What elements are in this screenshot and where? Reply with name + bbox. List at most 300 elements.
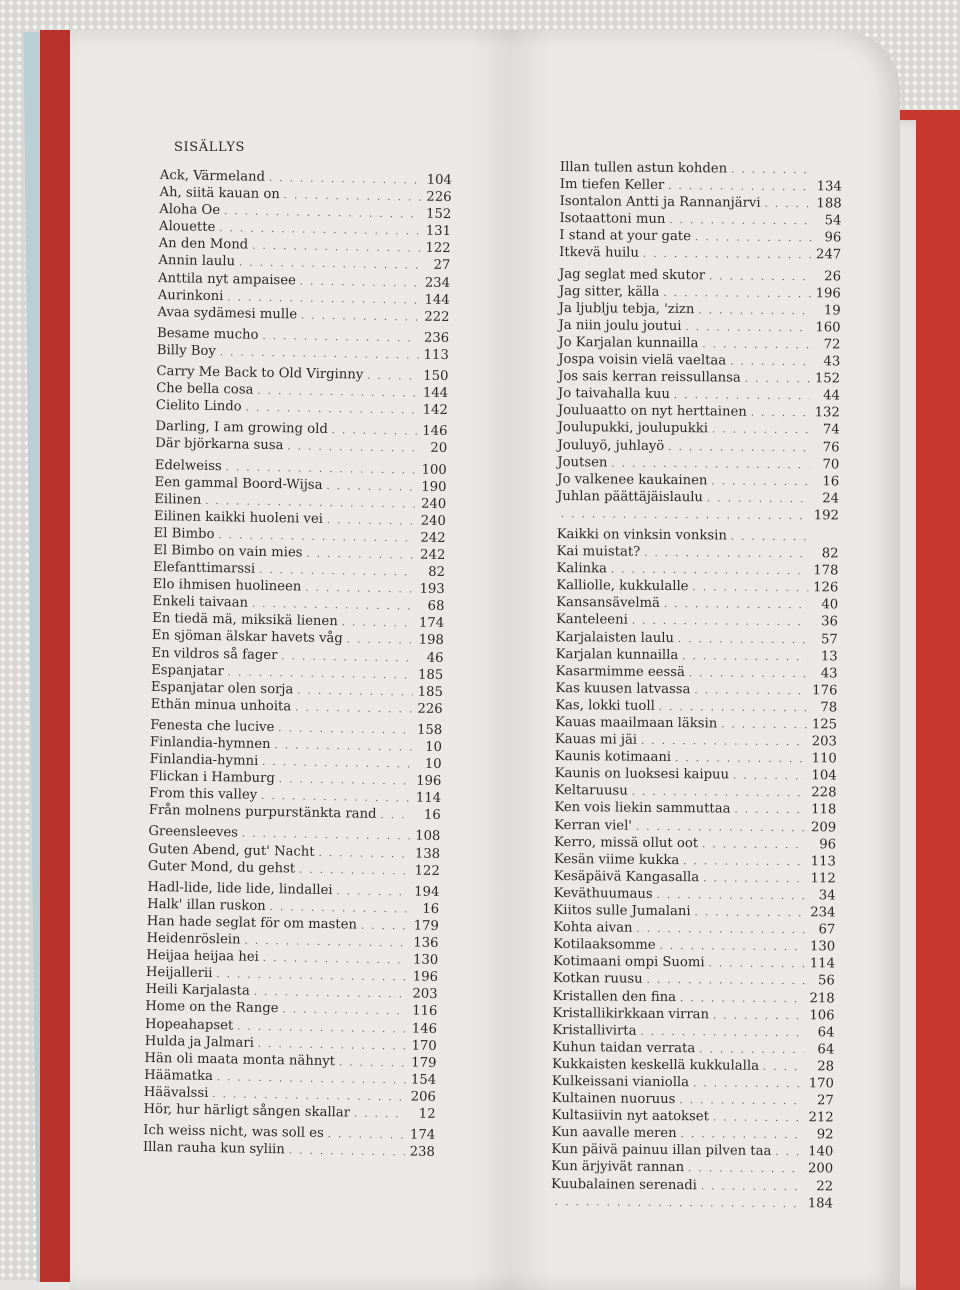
toc-entry-page: 238	[409, 1145, 435, 1160]
dot-leader	[254, 987, 408, 1001]
toc-entry-page: 203	[411, 987, 437, 1002]
dot-leader	[287, 442, 417, 455]
dot-leader	[711, 476, 809, 488]
toc-entry-title: Darling, I am growing old	[155, 419, 328, 437]
dot-leader	[262, 757, 412, 771]
toc-entry-page: 158	[416, 722, 442, 737]
toc-entry-page: 226	[425, 190, 451, 205]
dot-leader	[242, 829, 411, 843]
toc-entry-page: 108	[414, 829, 440, 844]
dot-leader	[657, 890, 806, 902]
toc-entry-title: Heijaa heijaa hei	[146, 948, 259, 965]
toc-entry-page: 144	[422, 386, 448, 401]
toc-entry-title: Kaikki on vinksin vonksin	[557, 527, 727, 543]
dot-leader	[328, 1129, 406, 1141]
dot-leader	[301, 310, 420, 323]
toc-entry-page: 247	[815, 248, 841, 263]
toc-entry-title: Hän oli maata monta nähnyt	[144, 1051, 335, 1069]
dot-leader	[281, 651, 413, 664]
dot-leader	[707, 493, 809, 505]
toc-entry-title: Kesäpäivä Kangasalla	[554, 869, 700, 885]
toc-entry-page: 192	[813, 508, 839, 523]
dot-leader	[257, 386, 418, 400]
page-fold	[470, 30, 550, 1290]
dot-leader	[289, 1146, 405, 1159]
dot-leader	[702, 839, 806, 851]
dot-leader	[270, 902, 410, 915]
toc-entry-title: Espanjatar	[151, 663, 224, 679]
toc-entry-title: Kukkaisten keskellä kukkulalla	[552, 1057, 759, 1074]
toc-entry-page: 222	[423, 309, 449, 324]
toc-entry-title: Im tiefen Keller	[560, 177, 665, 193]
toc-entry-page: 43	[811, 666, 837, 681]
toc-entry-title: Jag seglat med skutor	[559, 267, 705, 283]
dot-leader	[643, 249, 811, 261]
dot-leader	[721, 719, 807, 731]
toc-entry-page: 114	[809, 957, 835, 972]
dot-leader	[332, 425, 418, 437]
toc-entry-title: Kuubalainen serenadi	[551, 1176, 697, 1192]
toc-entry-page: 106	[808, 1008, 834, 1023]
toc-entry-page: 76	[813, 440, 839, 455]
toc-entry-title: Enkeli taivaan	[152, 594, 248, 611]
dot-leader	[763, 1062, 804, 1073]
dot-leader	[220, 347, 419, 361]
toc-entry-title: Kaunis kotimaani	[555, 749, 671, 765]
dot-leader	[751, 408, 810, 420]
toc-entry-page: 43	[814, 354, 840, 369]
dot-leader	[367, 371, 418, 383]
dot-leader	[361, 921, 409, 933]
dot-leader	[300, 276, 420, 289]
toc-entry-page: 152	[814, 371, 840, 386]
toc-entry-title: Ja ljublju tebja, 'zizn	[559, 301, 695, 317]
dot-leader	[228, 667, 414, 681]
toc-entry-page: 16	[813, 474, 839, 489]
dot-leader	[680, 993, 805, 1005]
toc-entry-title: Cielito Lindo	[156, 398, 242, 414]
dot-leader	[709, 959, 806, 971]
toc-entry-title: Jag sitter, källa	[559, 284, 660, 300]
toc-entry-page: 78	[811, 700, 837, 715]
toc-entry-page: 104	[811, 768, 837, 783]
dot-leader	[354, 1108, 406, 1120]
toc-entry-page: 154	[410, 1072, 436, 1087]
dot-leader	[709, 271, 811, 283]
toc-entry-page: 110	[811, 751, 837, 766]
toc-entry-title: Annin laulu	[158, 253, 235, 269]
toc-entry-title: Kalinka	[556, 561, 607, 576]
toc-entry-page: 96	[815, 231, 841, 246]
toc-entry-title: Guten Abend, gut' Nacht	[148, 841, 315, 859]
toc-entry-page: 132	[814, 406, 840, 421]
toc-entry-title: Che bella cosa	[156, 381, 254, 398]
toc-entry-title: En sjöman älskar havets våg	[152, 628, 343, 646]
toc-entry-page: 174	[418, 616, 444, 631]
dot-leader	[733, 771, 807, 783]
toc-entry-page: 70	[813, 457, 839, 472]
toc-entry-title: Kiitos sulle Jumalani	[553, 903, 690, 919]
toc-entry-title: Jos sais kerran reissullansa	[558, 369, 741, 386]
toc-entry-title: Kun ärjyivät rannan	[551, 1159, 684, 1175]
toc-entry-page: 40	[812, 598, 838, 613]
toc-entry-title: Besame mucho	[157, 326, 259, 343]
dot-leader	[713, 1010, 805, 1022]
toc-entry-title: Jo Karjalan kunnailla	[558, 335, 698, 351]
toc-entry-page: 125	[811, 717, 837, 732]
dot-leader	[695, 907, 806, 919]
toc-entry-title: Ja niin joulu joutui	[558, 318, 681, 334]
toc-entry-title: Kanteleeni	[556, 612, 628, 628]
toc-entry-title: Kotimaani ompi Suomi	[553, 954, 705, 970]
toc-entry-page: 104	[426, 173, 452, 188]
dot-leader	[713, 1113, 804, 1125]
dot-leader	[305, 583, 415, 596]
dot-leader	[347, 635, 414, 647]
dot-leader	[282, 1005, 407, 1018]
toc-entry-title: En tiedä mä, miksikä lienen	[152, 611, 338, 629]
dot-leader	[688, 1164, 803, 1176]
toc-entry-page: 179	[413, 918, 439, 933]
dot-leader	[668, 181, 812, 193]
dot-leader	[712, 425, 810, 437]
toc-entry-title: Finlandia-hymnen	[150, 735, 271, 752]
toc-entry-page: 138	[414, 846, 440, 861]
toc-entry-title: Kristallen den fina	[553, 988, 676, 1004]
toc-entry-title: Kaunis on luoksesi kaipuu	[555, 766, 730, 783]
toc-entry-page: 126	[812, 580, 838, 595]
toc-entry-title: El Bimbo	[153, 526, 214, 542]
dot-leader	[226, 462, 417, 476]
toc-entry-page: 236	[423, 330, 449, 345]
dot-leader	[683, 856, 806, 868]
toc-entry-page: 20	[421, 441, 447, 456]
dot-leader	[694, 685, 807, 697]
dot-leader	[327, 515, 416, 528]
toc-entry-title: Ethän minua unhoita	[151, 697, 292, 714]
toc-entry-page: 190	[420, 479, 446, 494]
toc-entry-title: Jouluaatto on nyt herttainen	[558, 403, 747, 420]
toc-entry-page: 178	[812, 563, 838, 578]
dot-leader	[205, 496, 416, 511]
toc-entry-page: 130	[412, 953, 438, 968]
toc-entry-title: Elo ihmisen huolineen	[153, 577, 302, 595]
toc-entry-title: An den Mond	[159, 236, 249, 253]
dot-leader	[299, 864, 410, 877]
dot-leader	[668, 441, 809, 453]
dot-leader	[252, 241, 421, 255]
toc-entry-page: 196	[815, 286, 841, 301]
dot-leader	[262, 331, 419, 345]
dot-leader	[336, 886, 409, 898]
toc-entry-title: En vildros så fager	[151, 645, 277, 662]
toc-entry-page: 10	[416, 757, 442, 772]
toc-entry-page: 174	[409, 1128, 435, 1143]
dot-leader	[698, 305, 810, 317]
dot-leader	[611, 565, 809, 578]
toc-entry-page: 16	[415, 808, 441, 823]
toc-entry-title: Halk' illan ruskon	[147, 897, 266, 914]
toc-entry-title: Kas, lokki tuoll	[555, 698, 655, 714]
toc-entry-page: 64	[808, 1042, 834, 1057]
toc-entry-title: Heili Karjalasta	[146, 982, 250, 999]
dot-leader	[692, 582, 808, 594]
toc-entry-page: 242	[419, 530, 445, 545]
toc-entry-page: 36	[812, 615, 838, 630]
toc-entry-title: Isontalon Antti ja Rannanjärvi	[560, 194, 761, 211]
toc-entry-title: Heijallerii	[146, 965, 213, 981]
dot-leader	[695, 233, 811, 245]
dot-leader	[279, 774, 412, 787]
dot-leader	[685, 322, 810, 334]
toc-entry-page: 27	[808, 1093, 834, 1108]
dot-leader	[269, 173, 422, 187]
toc-entry-title: Kristallivirta	[552, 1023, 636, 1039]
toc-entry-title: Kerro, missä ollut oot	[554, 835, 698, 851]
toc-entry-title: Hopeahapset	[145, 1016, 233, 1033]
dot-leader	[734, 805, 806, 817]
toc-entry-page: 26	[815, 269, 841, 284]
toc-entry-title: Finlandia-hymni	[150, 752, 259, 769]
toc-entry-title: Kansansävelmä	[556, 595, 660, 611]
toc-entry-page: 10	[416, 740, 442, 755]
dot-leader	[561, 509, 809, 522]
toc-entry-title: Kun päivä painuu illan pilven taa	[551, 1142, 771, 1159]
toc-entry-page: 136	[412, 936, 438, 951]
toc-entry-title: Häämatka	[144, 1068, 213, 1084]
toc-entry-title: Kai muistat?	[557, 544, 641, 560]
toc-entry-page: 113	[810, 854, 836, 869]
toc-entry-title: Hör, hur härligt sången skallar	[143, 1102, 350, 1121]
toc-entry-title: Ack, Värmeland	[160, 168, 265, 185]
toc-entry-page: 131	[425, 224, 451, 239]
toc-entry-page: 212	[808, 1110, 834, 1125]
dot-leader	[237, 1021, 407, 1035]
toc-entry-title: Kas kuusen latvassa	[555, 681, 690, 697]
toc-entry-page: 118	[810, 803, 836, 818]
dot-leader	[669, 215, 811, 227]
toc-entry-page: 194	[413, 884, 439, 899]
dot-leader	[252, 599, 415, 613]
toc-entry-title: Kauas mi jäi	[555, 732, 637, 748]
dot-leader	[319, 847, 411, 860]
toc-entry-title: El Bimbo on vain mies	[153, 543, 302, 561]
toc-entry-title: Illan rauha kun syliin	[143, 1140, 285, 1157]
dot-leader	[644, 548, 808, 560]
toc-entry-page: 122	[425, 241, 451, 256]
toc-left-column	[143, 168, 452, 1162]
dot-leader	[681, 1129, 804, 1141]
dot-leader	[274, 740, 412, 753]
dot-leader	[703, 873, 806, 885]
toc-entry-page: 200	[807, 1162, 833, 1177]
dot-leader	[636, 924, 805, 936]
toc-entry-page: 234	[809, 905, 835, 920]
toc-entry-page: 198	[418, 633, 444, 648]
dot-leader	[647, 975, 805, 987]
toc-entry-page: 234	[424, 275, 450, 290]
dot-leader	[611, 458, 809, 471]
toc-entry-page: 16	[413, 901, 439, 916]
dot-leader	[632, 787, 807, 800]
dot-leader	[731, 164, 812, 176]
toc-entry-page: 142	[422, 403, 448, 418]
toc-entry-page: 240	[420, 496, 446, 511]
toc-entry-title: Greensleeves	[148, 824, 238, 841]
toc-entry-title: I stand at your gate	[559, 228, 691, 244]
toc-entry-page: 27	[424, 258, 450, 273]
dot-leader	[675, 753, 807, 765]
dot-leader	[679, 1095, 803, 1107]
dot-leader	[701, 1181, 803, 1193]
dot-leader	[284, 190, 422, 203]
dot-leader	[326, 481, 416, 494]
toc-entry-page: 152	[425, 207, 451, 222]
toc-entry-page: 22	[807, 1179, 833, 1194]
toc-entry-page: 206	[410, 1089, 436, 1104]
dot-leader	[217, 1072, 406, 1086]
toc-entry-title: Jouluyö, juhlayö	[557, 437, 664, 453]
toc-entry-page: 46	[417, 650, 443, 665]
dot-leader	[632, 616, 808, 629]
dot-leader	[678, 634, 808, 646]
toc-entry-title: Fenesta che lucive	[150, 718, 274, 735]
toc-entry-page: 240	[420, 513, 446, 528]
toc-entry-title: Ah, siitä kauan on	[159, 185, 280, 202]
dot-leader	[659, 702, 807, 714]
toc-entry-page: 188	[816, 196, 842, 211]
toc-entry-title: Kalliolle, kukkulalle	[556, 578, 688, 594]
toc-entry-page: 28	[808, 1059, 834, 1074]
toc-entry-title: Avaa sydämesi mulle	[157, 305, 297, 322]
toc-entry-page: 196	[412, 970, 438, 985]
dot-leader	[212, 1089, 406, 1103]
toc-entry-title: Hulda ja Jalmari	[145, 1033, 254, 1050]
dot-leader	[219, 223, 421, 238]
dot-leader	[693, 1078, 804, 1090]
dot-leader	[663, 288, 811, 300]
toc-entry-page: 56	[809, 974, 835, 989]
toc-entry-title: Heidenröslein	[146, 931, 240, 948]
toc-entry-page: 74	[814, 423, 840, 438]
toc-entry-page: 44	[814, 388, 840, 403]
toc-entry-title: Billy Boy	[157, 343, 216, 359]
toc-entry-title: Aurinkoni	[158, 288, 224, 304]
toc-entry-page: 226	[416, 701, 442, 716]
dot-leader	[636, 821, 806, 833]
toc-entry-page: 67	[809, 922, 835, 937]
toc-entry-title: Kultasiivin nyt aatokset	[552, 1108, 709, 1124]
toc-entry-title: Kasarmimme eessä	[555, 664, 685, 680]
toc-entry	[551, 1194, 833, 1214]
dot-leader	[258, 1038, 407, 1052]
toc-entry-page: 122	[414, 863, 440, 878]
dot-leader	[259, 565, 415, 579]
dot-leader	[216, 969, 408, 983]
toc-entry-title: Itkevä huilu	[559, 245, 639, 261]
toc-entry-title: From this valley	[149, 786, 257, 803]
toc-entry-title: Kultainen nuoruus	[552, 1091, 676, 1107]
toc-entry-title: Joulupukki, joulupukki	[558, 420, 708, 436]
dot-leader	[731, 531, 809, 543]
toc-entry-title: Kerran viel'	[554, 818, 632, 834]
toc-entry-page: 92	[807, 1127, 833, 1142]
toc-entry-title: Anttila nyt ampaisee	[158, 271, 296, 288]
toc-entry-page: 96	[810, 837, 836, 852]
toc-entry-title: Eilinen	[154, 492, 201, 508]
dot-leader	[339, 1057, 407, 1069]
toc-entry-title: Kesän viime kukka	[554, 852, 679, 868]
dot-leader	[261, 791, 411, 805]
toc-entry-title: Flickan i Hamburg	[149, 769, 275, 786]
toc-entry-title: Aloha Oe	[159, 202, 220, 218]
toc-entry-title: Kauas maailmaan läksin	[555, 715, 717, 731]
toc-entry-title: Carry Me Back to Old Virginny	[156, 364, 363, 383]
dot-leader	[297, 685, 413, 698]
toc-entry-page: 185	[417, 667, 443, 682]
toc-entry-title: Han hade seglat för om masten	[147, 914, 357, 933]
toc-entry-title: Kotkan ruusu	[553, 971, 643, 987]
toc-entry-title: Jo valkenee kaukainen	[557, 472, 707, 488]
toc-entry-title: Guter Mond, du gehst	[148, 859, 296, 877]
toc-entry-page: 185	[417, 684, 443, 699]
toc-entry	[557, 506, 839, 526]
toc-entry-title: Kun aavalle meren	[551, 1125, 676, 1141]
toc-entry-page: 68	[418, 599, 444, 614]
toc-entry-title: Elefanttimarssi	[153, 560, 255, 577]
toc-entry	[559, 245, 841, 265]
toc-entry-title: Een gammal Boord-Wijsa	[154, 475, 322, 493]
toc-entry-title: Keltaruusu	[554, 783, 627, 799]
toc-entry-title: Ich weiss nicht, was soll es	[143, 1123, 324, 1141]
toc-entry-page: 113	[423, 348, 449, 363]
toc-entry-page: 72	[814, 337, 840, 352]
dot-leader	[244, 936, 408, 950]
toc-entry-title: Juhlan päättäjäislaulu	[557, 489, 703, 505]
toc-entry-page: 116	[411, 1004, 437, 1019]
dot-leader	[278, 723, 412, 736]
toc-entry-title: Keväthuumaus	[554, 886, 653, 902]
toc-entry-page: 100	[421, 462, 447, 477]
dot-leader	[641, 736, 807, 748]
toc-entry-title: Jo taivahalla kuu	[558, 386, 670, 402]
toc-entry-page: 184	[807, 1196, 833, 1211]
toc-entry-page: 24	[813, 491, 839, 506]
dot-leader	[306, 549, 415, 562]
toc-entry-title: Joutsen	[557, 455, 607, 470]
toc-entry-page: 144	[424, 292, 450, 307]
toc-entry-title: Hadl-lide, lide lide, lindallei	[147, 880, 332, 898]
toc-entry-page: 57	[812, 632, 838, 647]
toc-entry-title: Kristallikirkkaan virran	[552, 1006, 709, 1022]
dot-leader	[555, 1197, 803, 1210]
toc-entry-title: Karjalaisten laulu	[556, 630, 674, 646]
dot-leader	[674, 390, 810, 402]
toc-entry-title: Edelweiss	[155, 457, 222, 473]
dot-leader	[263, 953, 409, 967]
dot-leader	[239, 258, 420, 272]
toc-right-column	[551, 160, 842, 1213]
toc-entry-title: Kuhun taidan verrata	[552, 1040, 695, 1056]
toc-entry-page: 82	[813, 546, 839, 561]
dot-leader	[224, 206, 421, 220]
toc-entry-page: 242	[419, 548, 445, 563]
toc-entry-title: Espanjatar olen sorja	[151, 680, 294, 697]
toc-entry-page: 82	[419, 565, 445, 580]
toc-entry-page: 203	[811, 734, 837, 749]
toc-entry-title: Från molnens purpurstänkta rand	[149, 803, 377, 822]
toc-entry-title: Kotilaaksomme	[553, 937, 656, 953]
